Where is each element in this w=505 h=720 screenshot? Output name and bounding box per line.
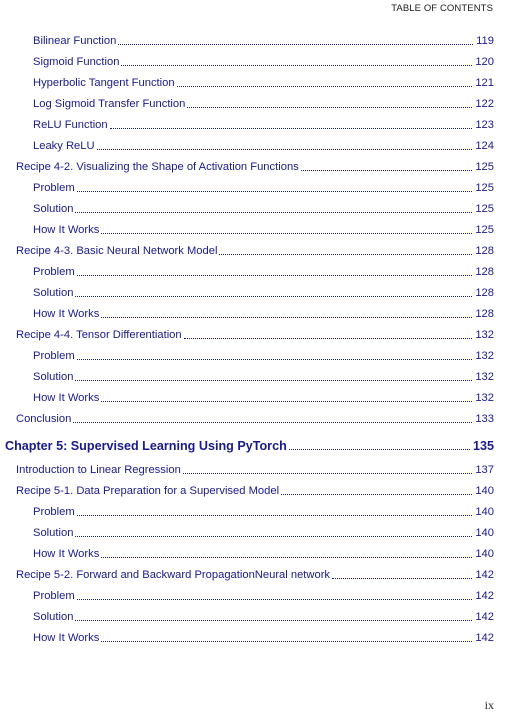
toc-entry-page: 132 — [475, 350, 494, 362]
toc-entry-title: Recipe 4-4. Tensor Differentiation — [16, 329, 182, 341]
toc-entry-page: 142 — [475, 632, 494, 644]
toc-entry[interactable] — [0, 300, 505, 321]
toc-entry[interactable] — [0, 48, 505, 69]
toc-entry[interactable] — [0, 405, 505, 426]
toc-entry-page: 121 — [475, 77, 494, 89]
toc-entry[interactable] — [0, 195, 505, 216]
toc-entry-page: 120 — [475, 56, 494, 68]
toc-entry[interactable] — [0, 384, 505, 405]
dot-leader — [75, 534, 472, 537]
toc-entry-page: 132 — [475, 371, 494, 383]
toc-entry-title: Sigmoid Function — [33, 56, 120, 68]
running-header: TABLE OF CONTENTS — [391, 3, 493, 14]
dot-leader — [75, 378, 472, 381]
dot-leader — [118, 42, 473, 45]
dot-leader — [184, 336, 473, 339]
toc-entry-page: 135 — [472, 439, 494, 453]
dot-leader — [77, 273, 473, 276]
toc-entry-page: 125 — [475, 203, 494, 215]
toc-entry[interactable] — [0, 69, 505, 90]
toc-entry-page: 140 — [475, 527, 494, 539]
dot-leader — [301, 168, 473, 171]
toc-entry-page: 128 — [475, 287, 494, 299]
toc-entry-title: Bilinear Function — [33, 35, 117, 47]
toc-entry[interactable] — [0, 561, 505, 582]
toc-entry-title: How It Works — [33, 548, 100, 560]
toc-entry-title: Log Sigmoid Transfer Function — [33, 98, 186, 110]
toc-entry-page: 128 — [475, 308, 494, 320]
toc-entry-page: 125 — [475, 161, 494, 173]
toc-entry-title: Chapter 5: Supervised Learning Using PyTorch — [5, 439, 287, 453]
toc-entry[interactable] — [0, 519, 505, 540]
dot-leader — [187, 105, 472, 108]
toc-entry[interactable] — [0, 27, 505, 48]
toc-entry-title: ReLU Function — [33, 119, 108, 131]
toc-entry[interactable] — [0, 279, 505, 300]
toc-entry-page: 140 — [475, 548, 494, 560]
toc-entry-page: 132 — [475, 329, 494, 341]
toc-entry-title: Hyperbolic Tangent Function — [33, 77, 175, 89]
toc-entry[interactable] — [0, 540, 505, 561]
dot-leader — [101, 315, 472, 318]
toc-entry-title: Solution — [33, 611, 74, 623]
toc-entry-title: Solution — [33, 527, 74, 539]
toc-entry-title: How It Works — [33, 392, 100, 404]
toc-entry[interactable] — [0, 342, 505, 363]
dot-leader — [110, 126, 473, 129]
toc-entry-page: 142 — [475, 611, 494, 623]
dot-leader — [73, 420, 472, 423]
toc-entry-title: Recipe 5-2. Forward and Backward PropagationNeural network — [16, 569, 331, 581]
dot-leader — [77, 513, 473, 516]
dot-leader — [77, 357, 473, 360]
toc-entry-page: 125 — [475, 182, 494, 194]
dot-leader — [75, 294, 472, 297]
dot-leader — [75, 210, 472, 213]
toc-entry[interactable] — [0, 258, 505, 279]
toc-entry-title: Conclusion — [16, 413, 72, 425]
toc-entry-page: 123 — [475, 119, 494, 131]
toc-entry-page: 132 — [475, 392, 494, 404]
dot-leader — [101, 555, 472, 558]
toc-entry-title: How It Works — [33, 632, 100, 644]
toc-entry-title: Solution — [33, 287, 74, 299]
toc-entry-title: Recipe 5-1. Data Preparation for a Supervised Model — [16, 485, 280, 497]
dot-leader — [77, 189, 473, 192]
toc-entry[interactable] — [0, 603, 505, 624]
toc-entry-page: 142 — [475, 569, 494, 581]
toc-entry-page: 124 — [475, 140, 494, 152]
toc-entry-title: Problem — [33, 182, 75, 194]
toc-entry[interactable] — [0, 237, 505, 258]
dot-leader — [332, 576, 472, 579]
page-number: ix — [484, 698, 494, 712]
toc-entry-title: Problem — [33, 506, 75, 518]
toc-entry[interactable] — [0, 111, 505, 132]
dot-leader — [97, 147, 473, 150]
toc-entry[interactable] — [0, 582, 505, 603]
dot-leader — [101, 639, 472, 642]
toc-entry-page: 119 — [476, 35, 494, 47]
dot-leader — [75, 618, 472, 621]
toc-entry-title: Problem — [33, 590, 75, 602]
toc-entry-title: Recipe 4-3. Basic Neural Network Model — [16, 245, 218, 257]
toc-entry[interactable] — [0, 624, 505, 645]
toc-entry-page: 142 — [475, 590, 494, 602]
toc-entry-title: Problem — [33, 266, 75, 278]
toc-entry-title: How It Works — [33, 224, 100, 236]
dot-leader — [101, 399, 472, 402]
toc-entry[interactable] — [0, 216, 505, 237]
toc-entry-title: Leaky ReLU — [33, 140, 95, 152]
dot-leader — [219, 252, 472, 255]
toc-entry[interactable] — [0, 498, 505, 519]
dot-leader — [77, 597, 473, 600]
toc-entry-page: 128 — [475, 245, 494, 257]
toc-entry[interactable] — [0, 363, 505, 384]
toc-entry[interactable] — [0, 90, 505, 111]
toc-entry-page: 140 — [475, 485, 494, 497]
dot-leader — [183, 471, 473, 474]
toc-entry-page: 133 — [475, 413, 494, 425]
toc-entry-page: 128 — [475, 266, 494, 278]
toc-entry-title: Solution — [33, 203, 74, 215]
toc-entry[interactable] — [0, 132, 505, 153]
toc-entry[interactable] — [0, 321, 505, 342]
toc-entry[interactable] — [0, 174, 505, 195]
toc-entry-title: Solution — [33, 371, 74, 383]
toc-entry-title: Problem — [33, 350, 75, 362]
toc-entry-title: Introduction to Linear Regression — [16, 464, 181, 476]
dot-leader — [121, 63, 472, 66]
toc-entry-page: 137 — [475, 464, 494, 476]
dot-leader — [101, 231, 472, 234]
toc-entry-title: Recipe 4-2. Visualizing the Shape of Activation Functions — [16, 161, 299, 173]
dot-leader — [289, 447, 470, 450]
toc-entry[interactable] — [0, 477, 505, 498]
toc-entry-page: 125 — [475, 224, 494, 236]
toc-entry[interactable] — [0, 153, 505, 174]
toc-chapter-entry[interactable] — [0, 432, 505, 453]
dot-leader — [281, 492, 472, 495]
toc-entry-page: 122 — [475, 98, 494, 110]
toc-entry[interactable] — [0, 456, 505, 477]
toc-entry-page: 140 — [475, 506, 494, 518]
toc-entry-title: How It Works — [33, 308, 100, 320]
dot-leader — [177, 84, 473, 87]
